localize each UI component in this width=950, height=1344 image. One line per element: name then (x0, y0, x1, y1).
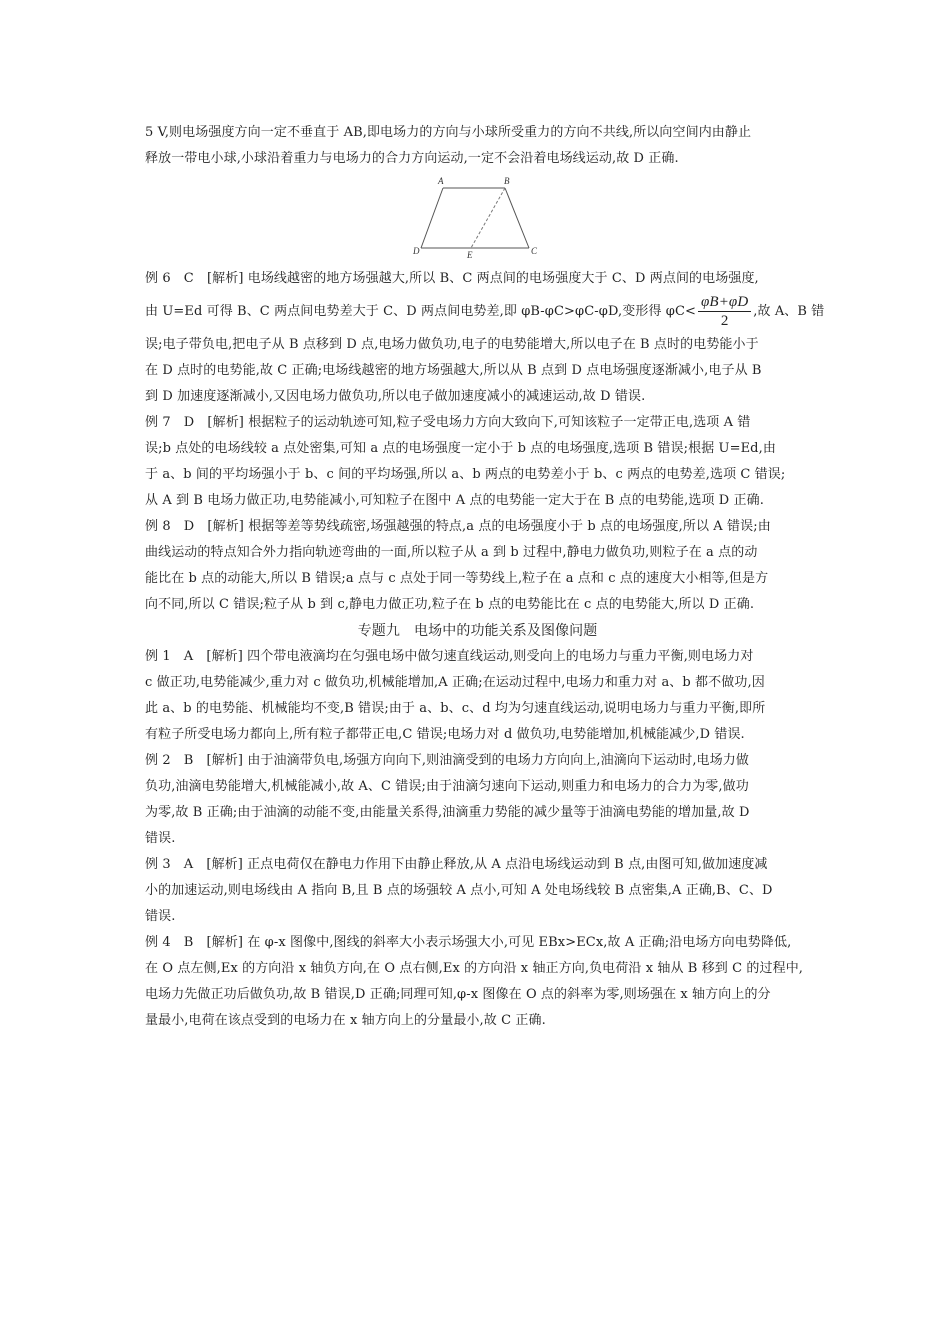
text-line: 从 A 到 B 电场力做正功,电势能减小,可知粒子在图中 A 点的电势能一定大于在 B 点的电势能,选项 D 正确. (145, 493, 764, 508)
text-line: 例 3 A [解析] 正点电荷仅在静电力作用下由静止释放,从 A 点沿电场线运动到 B 点,由图可知,做加速度减 (145, 857, 768, 872)
fraction-denominator: 2 (720, 313, 729, 329)
text-segment: ,故 A、B 错 (753, 304, 825, 319)
text-line: 错误. (145, 831, 176, 846)
text-line: 有粒子所受电场力都向上,所有粒子都带正电,C 错误;电场力对 d 做负功,电势能增加,机械能减少,D 错误. (145, 727, 745, 742)
document-page (145, 120, 825, 1034)
label-b: B (504, 176, 510, 186)
text-line: 释放一带电小球,小球沿着重力与电场力的合力方向运动,一定不会沿着电场线运动,故 D 正确. (145, 151, 679, 166)
text-line: 电场力先做正功后做负功,故 B 错误,D 正确;同理可知,φ-x 图像在 O 点的斜率为零,则场强在 x 轴方向上的分 (145, 987, 771, 1002)
text-line: 于 a、b 间的平均场强小于 b、c 间的平均场强,所以 a、b 两点的电势差小于 b、c 两点的电势差,选项 C 错误; (145, 467, 786, 482)
text-line-with-fraction (145, 292, 825, 332)
text-line: 为零,故 B 正确;由于油滴的动能不变,由能量关系得,油滴重力势能的减少量等于油滴电势能的增加量,故 D (145, 805, 750, 820)
text-line: 5 V,则电场强度方向一定不垂直于 AB,即电场力的方向与小球所受重力的方向不共线,所以向空间内由静止 (145, 125, 752, 140)
text-line: 误;电子带负电,把电子从 B 点移到 D 点,电场力做负功,电子的电势能增大,所以电子在 B 点时的电势能小于 (145, 337, 759, 352)
text-segment: 由 U=Ed 可得 B、C 两点间电势差大于 C、D 两点间电势差,即 φB-φC>φC-φD,变形得 φC< (145, 304, 697, 319)
text-line: 例 6 C [解析] 电场线越密的地方场强越大,所以 B、C 两点间的电场强度大于 C、D 两点间的电场强度, (145, 271, 759, 286)
text-line: 负功,油滴电势能增大,机械能减小,故 A、C 错误;由于油滴匀速向下运动,则重力和电场力的合力为零,做功 (145, 779, 749, 794)
text-line: 量最小,电荷在该点受到的电场力在 x 轴方向上的分量最小,故 C 正确. (145, 1013, 546, 1028)
trapezoid-figure (145, 174, 810, 262)
label-c: C (531, 246, 538, 256)
text-line: 在 O 点左侧,Ex 的方向沿 x 轴负方向,在 O 点右侧,Ex 的方向沿 x 轴正方向,负电荷沿 x 轴从 B 移到 C 的过程中, (145, 961, 804, 976)
text-line: c 做正功,电势能减少,重力对 c 做负功,机械能增加,A 正确;在运动过程中,电场力和重力对 a、b 都不做功,因 (145, 675, 765, 690)
text-line: 例 8 D [解析] 根据等差等势线疏密,场强越强的特点,a 点的电场强度小于 b 点的电场强度,所以 A 错误;由 (145, 519, 771, 534)
fraction (698, 293, 751, 330)
text-line: 向不同,所以 C 错误;粒子从 b 到 c,静电力做正功,粒子在 b 点的电势能比在 c 点的电势能大,所以 D 正确. (145, 597, 755, 612)
text-line: 在 D 点时的电势能,故 C 正确;电场线越密的地方场强越大,所以从 B 点到 D 点电场强度逐渐减小,电子从 B (145, 363, 762, 378)
dashed-be (471, 188, 505, 248)
text-line: 小的加速运动,则电场线由 A 指向 B,且 B 点的场强较 A 点小,可知 A 处电场线较 B 点密集,A 正确,B、C、D (145, 883, 773, 898)
text-line: 例 7 D [解析] 根据粒子的运动轨迹可知,粒子受电场力方向大致向下,可知该粒子一定带正电,选项 A 错 (145, 415, 751, 430)
text-line: 到 D 加速度逐渐减小,又因电场力做负功,所以电子做加速度减小的减速运动,故 D 错误. (145, 389, 646, 404)
text-line: 误;b 点处的电场线较 a 点处密集,可知 a 点的电场强度一定小于 b 点的电场强度,选项 B 错误;根据 U=Ed,由 (145, 441, 776, 456)
text-line: 错误. (145, 909, 176, 924)
text-line: 曲线运动的特点知合外力指向轨迹弯曲的一面,所以粒子从 a 到 b 过程中,静电力做负功,则粒子在 a 点的动 (145, 545, 758, 560)
label-d: D (413, 246, 420, 256)
edge-bc (505, 188, 529, 248)
section-heading: 专题九 电场中的功能关系及图像问题 (357, 623, 598, 639)
edge-ad (421, 188, 443, 248)
text-line: 例 1 A [解析] 四个带电液滴均在匀强电场中做匀速直线运动,则受向上的电场力与重力平衡,则电场力对 (145, 649, 754, 664)
text-line: 例 2 B [解析] 由于油滴带负电,场强方向向下,则油滴受到的电场力方向向上,油滴向下运动时,电场力做 (145, 753, 749, 768)
trapezoid-diagram (405, 174, 545, 260)
label-a: A (438, 176, 444, 186)
fraction-numerator: φB+φD (698, 293, 751, 312)
label-e: E (467, 250, 473, 260)
text-line: 此 a、b 的电势能、机械能均不变,B 错误;由于 a、b、c、d 均为匀速直线运动,说明电场力与重力平衡,即所 (145, 701, 766, 716)
text-line: 能比在 b 点的动能大,所以 B 错误;a 点与 c 点处于同一等势线上,粒子在 a 点和 c 点的速度大小相等,但是方 (145, 571, 769, 586)
text-line: 例 4 B [解析] 在 φ-x 图像中,图线的斜率大小表示场强大小,可见 EBx>ECx,故 A 正确;沿电场方向电势降低, (145, 935, 792, 950)
